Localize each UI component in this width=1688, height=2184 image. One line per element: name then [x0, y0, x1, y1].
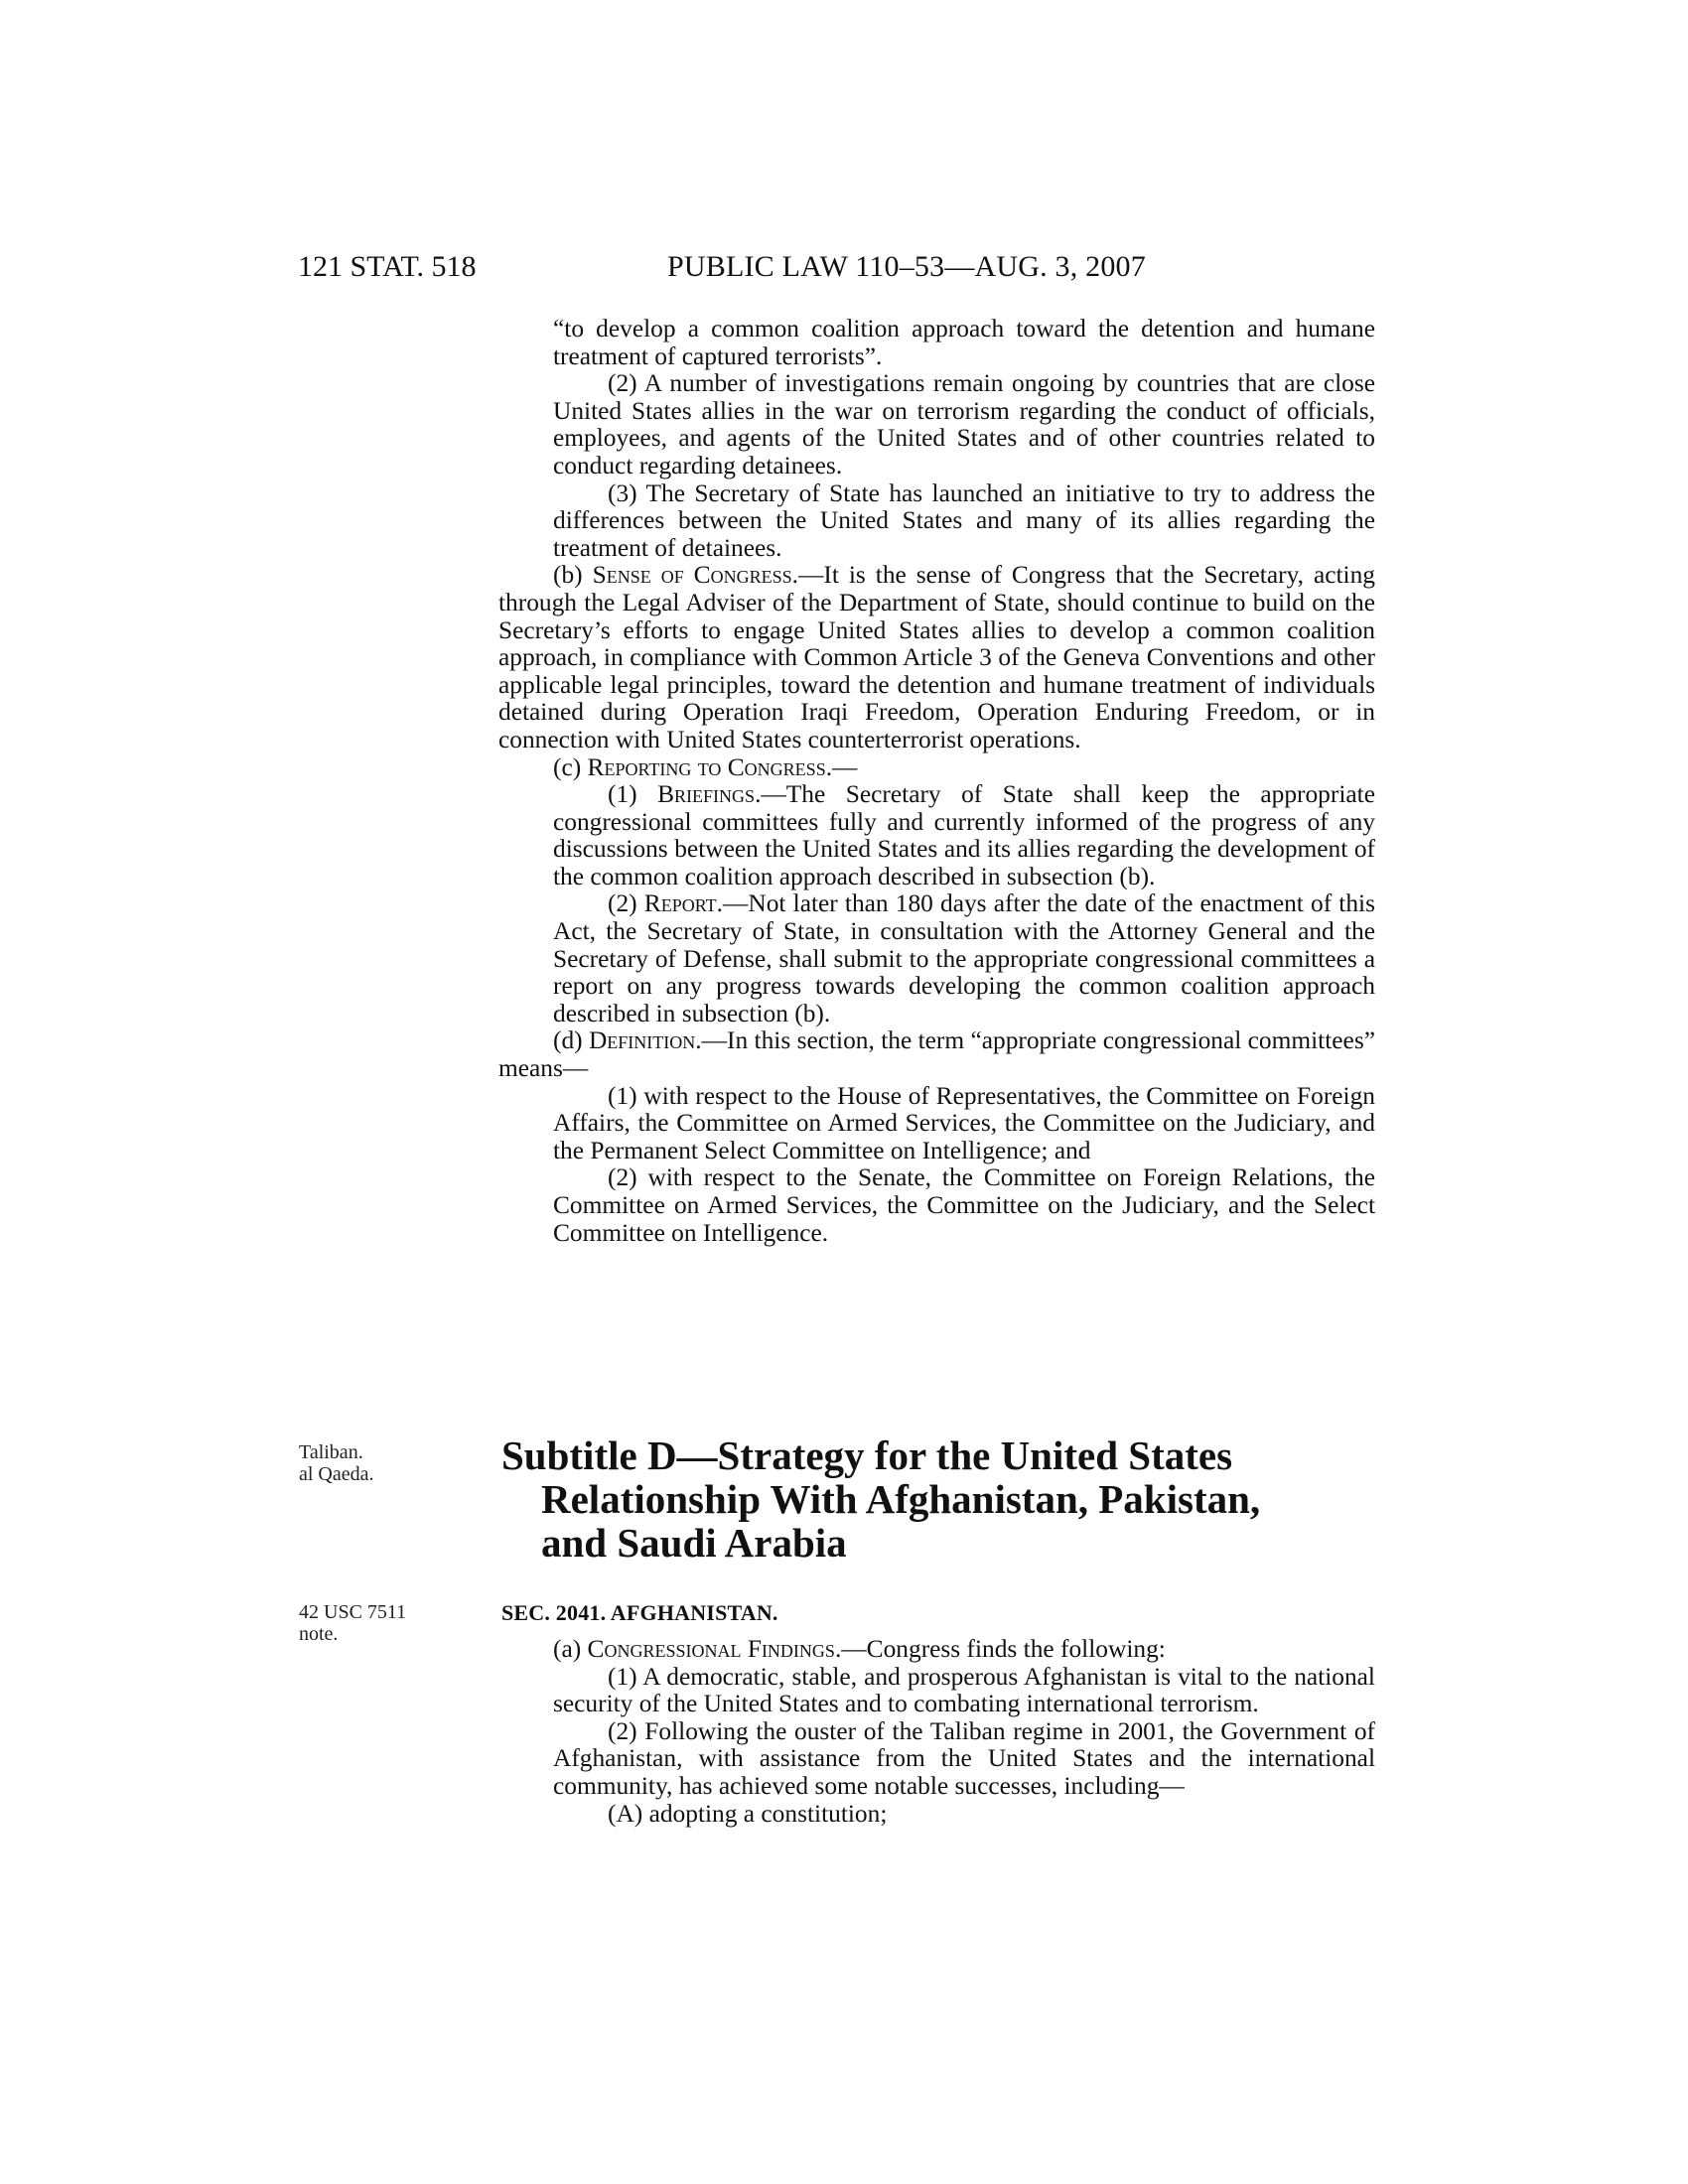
- running-header: PUBLIC LAW 110–53—AUG. 3, 2007: [667, 250, 1146, 283]
- margin-note-usc: 42 USC 7511 note.: [299, 1601, 407, 1645]
- congressional-findings-heading: Congressional Findings: [587, 1635, 835, 1663]
- section-body-upper: [498, 316, 1375, 1247]
- subsection-c-2: (2) Report.—Not later than 180 days after the date of the enactment of this Act, the Secretary of State, in consultation with the Attorney General and the Secretary of Defense, shall submit to the appropriate congressional committees a report on any progress towards developing the common coalition approach described in subsection (b).: [553, 889, 1375, 1027]
- subsection-d: (d) Definition.—In this section, the term “appropriate congressional committees” means—: [498, 1026, 1375, 1083]
- statute-page-number: 121 STAT. 518: [298, 250, 477, 283]
- finding-a-2-A: (A) adopting a constitution;: [608, 1799, 888, 1828]
- section-2041-body: [553, 1636, 1375, 1828]
- subsection-a: (a) Congressional Findings.—Congress finds the following:: [553, 1635, 1166, 1663]
- finding-a-1: (1) A democratic, stable, and prosperous Afghanistan is vital to the national security of the United States and to combating international terrorism.: [553, 1662, 1375, 1718]
- subsection-b: (b) Sense of Congress.—It is the sense of Congress that the Secretary, acting through the Legal Adviser of the Department of State, should continue to build on the Secretary’s efforts to engage United States allies to develop a common coalition approach, in compliance with Common Article 3 of the Geneva Conventions and other applicable legal principles, toward the detention and humane treatment of individuals detained during Operation Iraqi Freedom, Operation Enduring Freedom, or in connection with United States counterterrorist operations.: [498, 561, 1375, 753]
- finding-3: (3) The Secretary of State has launched an initiative to try to address the differences between the United States and many of its allies regarding the treatment of detainees.: [553, 478, 1375, 562]
- subsection-b-heading: Sense of Congress: [592, 561, 792, 590]
- definition-heading: Definition: [588, 1026, 696, 1055]
- subtitle-heading: Subtitle D—Strategy for the United States Relationship With Afghanistan, Pakistan, and Saudi Arabia: [501, 1433, 1261, 1566]
- margin-note-taliban: Taliban. al Qaeda.: [299, 1441, 374, 1485]
- quote-continuation: “to develop a common coalition approach toward the detention and humane treatment of captured terrorists”.: [553, 315, 1375, 370]
- section-2041-heading: SEC. 2041. AFGHANISTAN.: [501, 1600, 778, 1625]
- definition-2: (2) with respect to the Senate, the Committee on Foreign Relations, the Committee on Armed Services, the Committee on the Judiciary, and the Select Committee on Intelligence.: [553, 1163, 1375, 1247]
- finding-2: (2) A number of investigations remain ongoing by countries that are close United States allies in the war on terrorism regarding the conduct of officials, employees, and agents of the United States and of other countries related to conduct regarding detainees.: [553, 369, 1375, 479]
- definition-1: (1) with respect to the House of Representatives, the Committee on Foreign Affairs, the Committee on Armed Services, the Committee on the Judiciary, and the Permanent Select Committee on Intelligence; and: [553, 1081, 1375, 1164]
- subsection-c-heading: Reporting to Congress: [587, 752, 826, 781]
- briefings-heading: Briefings: [657, 780, 756, 809]
- subsection-c: (c) Reporting to Congress.—: [553, 752, 858, 781]
- subsection-c-1: (1) Briefings.—The Secretary of State shall keep the appropriate congressional committees fully and currently informed of the progress of any discussions between the United States and its allies regarding the development of the common coalition approach described in subsection (b).: [553, 780, 1375, 890]
- report-heading: Report: [643, 889, 717, 918]
- finding-a-2: (2) Following the ouster of the Taliban regime in 2001, the Government of Afghanistan, with assistance from the United States and the international community, has achieved some notable successes, including—: [553, 1716, 1375, 1800]
